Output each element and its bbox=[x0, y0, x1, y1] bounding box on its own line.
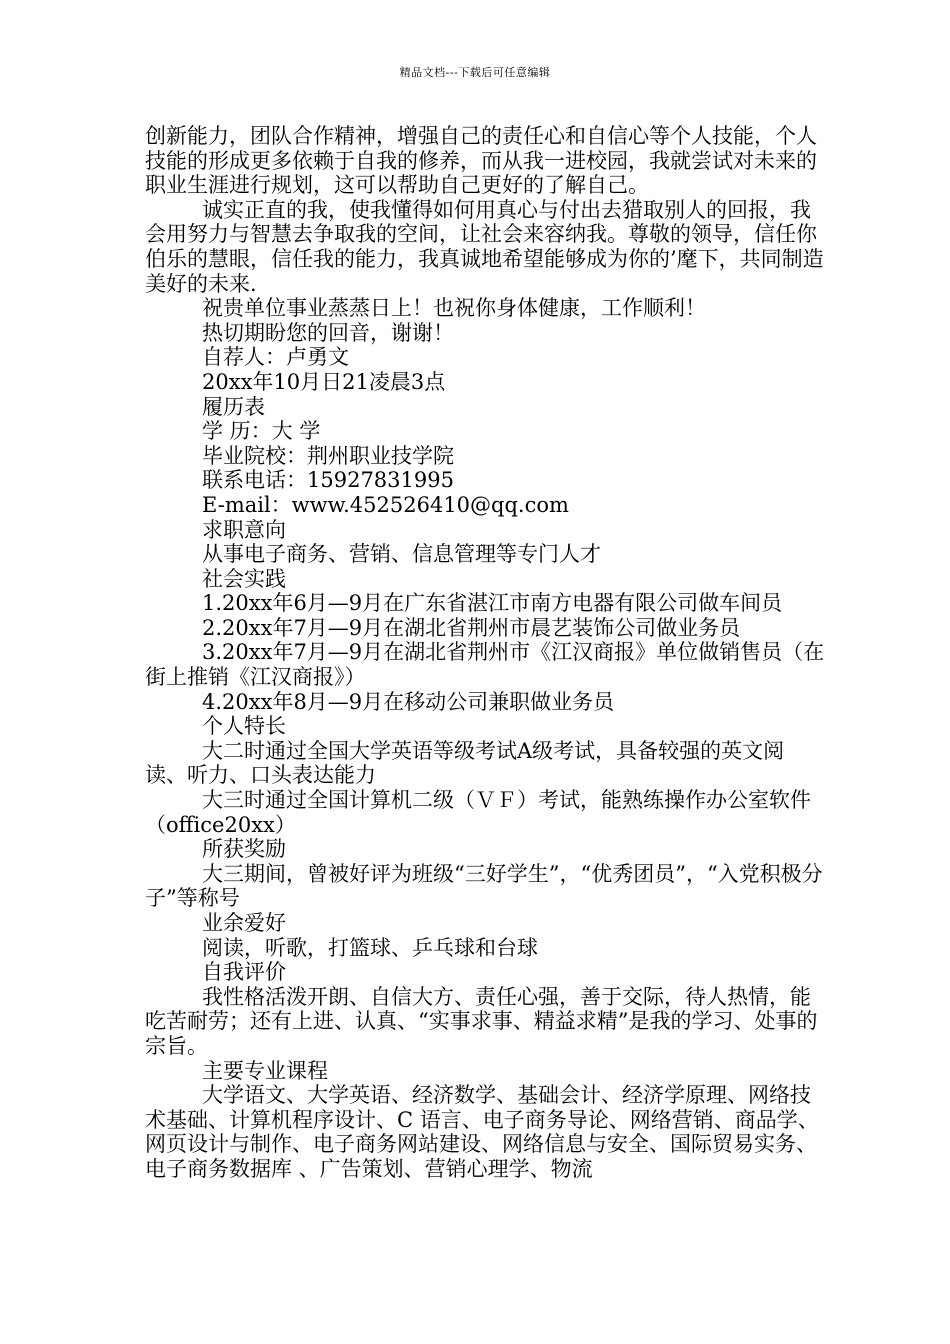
page-header: 精品文档---下载后可任意编辑 bbox=[399, 66, 551, 79]
paragraph: 主要专业课程 bbox=[202, 1058, 328, 1083]
paragraph: 从事电子商务、营销、信息管理等专门人才 bbox=[202, 542, 601, 567]
paragraph: 履历表 bbox=[202, 394, 265, 419]
paragraph: 社会实践 bbox=[202, 566, 286, 591]
paragraph: 自我评价 bbox=[202, 960, 286, 985]
paragraph: E-mail：www.452526410@qq.com bbox=[202, 492, 569, 517]
paragraph: 我性格活泼开朗、自信大方、责任心强，善于交际，待人热情，能吃苦耐劳；还有上进、认真、“实事求事、精益求精”是我的学习、处事的宗旨。 bbox=[145, 984, 818, 1058]
paragraph: 创新能力，团队合作精神，增强自己的责任心和自信心等个人技能，个人技能的形成更多依赖于自我的修养，而从我一进校园，我就尝试对未来的职业生涯进行规划，这可以帮助自己更好的了解自己。 bbox=[145, 124, 817, 198]
paragraph: 3.20xx年7月—9月在湖北省荆州市《江汉商报》单位做销售员（在街上推销《江汉商报》） bbox=[145, 640, 825, 690]
paragraph: 大学语文、大学英语、经济数学、基础会计、经济学原理、网络技术基础、计算机程序设计、C 语言、电子商务导论、网络营销、商品学、网页设计与制作、电子商务网站建设、网络信息与安全、国际贸易实务、 电子商务数据库 、广告策划、营销心理学、物流 bbox=[145, 1083, 819, 1181]
paragraph: 大二时通过全国大学英语等级考试A级考试，具备较强的英文阅读、听力、口头表达能力 bbox=[145, 738, 785, 788]
paragraph: 祝贵单位事业蒸蒸日上！也祝你身体健康，工作顺利！ bbox=[202, 296, 706, 321]
paragraph: 自荐人：卢勇文 bbox=[202, 345, 349, 370]
paragraph: 业余爱好 bbox=[202, 911, 286, 935]
paragraph: 大三期间，曾被好评为班级“三好学生”，“优秀团员”，“入党积极分子”等称号 bbox=[145, 861, 823, 911]
paragraph: 联系电话：15927831995 bbox=[202, 468, 454, 493]
paragraph: 大三时通过全国计算机二级（ＶＦ）考试，能熟练操作办公室软件（office20xx） bbox=[145, 788, 811, 837]
paragraph: 20xx年10月日21凌晨3点 bbox=[202, 369, 446, 394]
paragraph: 所获奖励 bbox=[202, 837, 286, 862]
paragraph: 热切期盼您的回音，谢谢！ bbox=[202, 320, 454, 345]
paragraph: 2.20xx年7月—9月在湖北省荆州市晨艺装饰公司做业务员 bbox=[202, 615, 741, 640]
paragraph: 个人特长 bbox=[202, 714, 286, 739]
paragraph: 求职意向 bbox=[202, 517, 286, 542]
paragraph: 学 历：大 学 bbox=[202, 419, 321, 444]
document-body bbox=[145, 124, 825, 1182]
paragraph: 阅读，听歌，打篮球、乒乓球和台球 bbox=[202, 935, 538, 960]
paragraph: 毕业院校：荆州职业技学院 bbox=[202, 443, 454, 468]
paragraph: 1.20xx年6月—9月在广东省湛江市南方电器有限公司做车间员 bbox=[202, 591, 783, 616]
paragraph: 4.20xx年8月—9月在移动公司兼职做业务员 bbox=[202, 689, 615, 714]
paragraph: 诚实正直的我，使我懂得如何用真心与付出去猎取别人的回报，我会用努力与智慧去争取我的空间，让社会来容纳我。尊敬的领导，信任你伯乐的慧眼，信任我的能力，我真诚地希望能够成为你的’麾下，共同制造美好的未来. bbox=[145, 197, 824, 296]
